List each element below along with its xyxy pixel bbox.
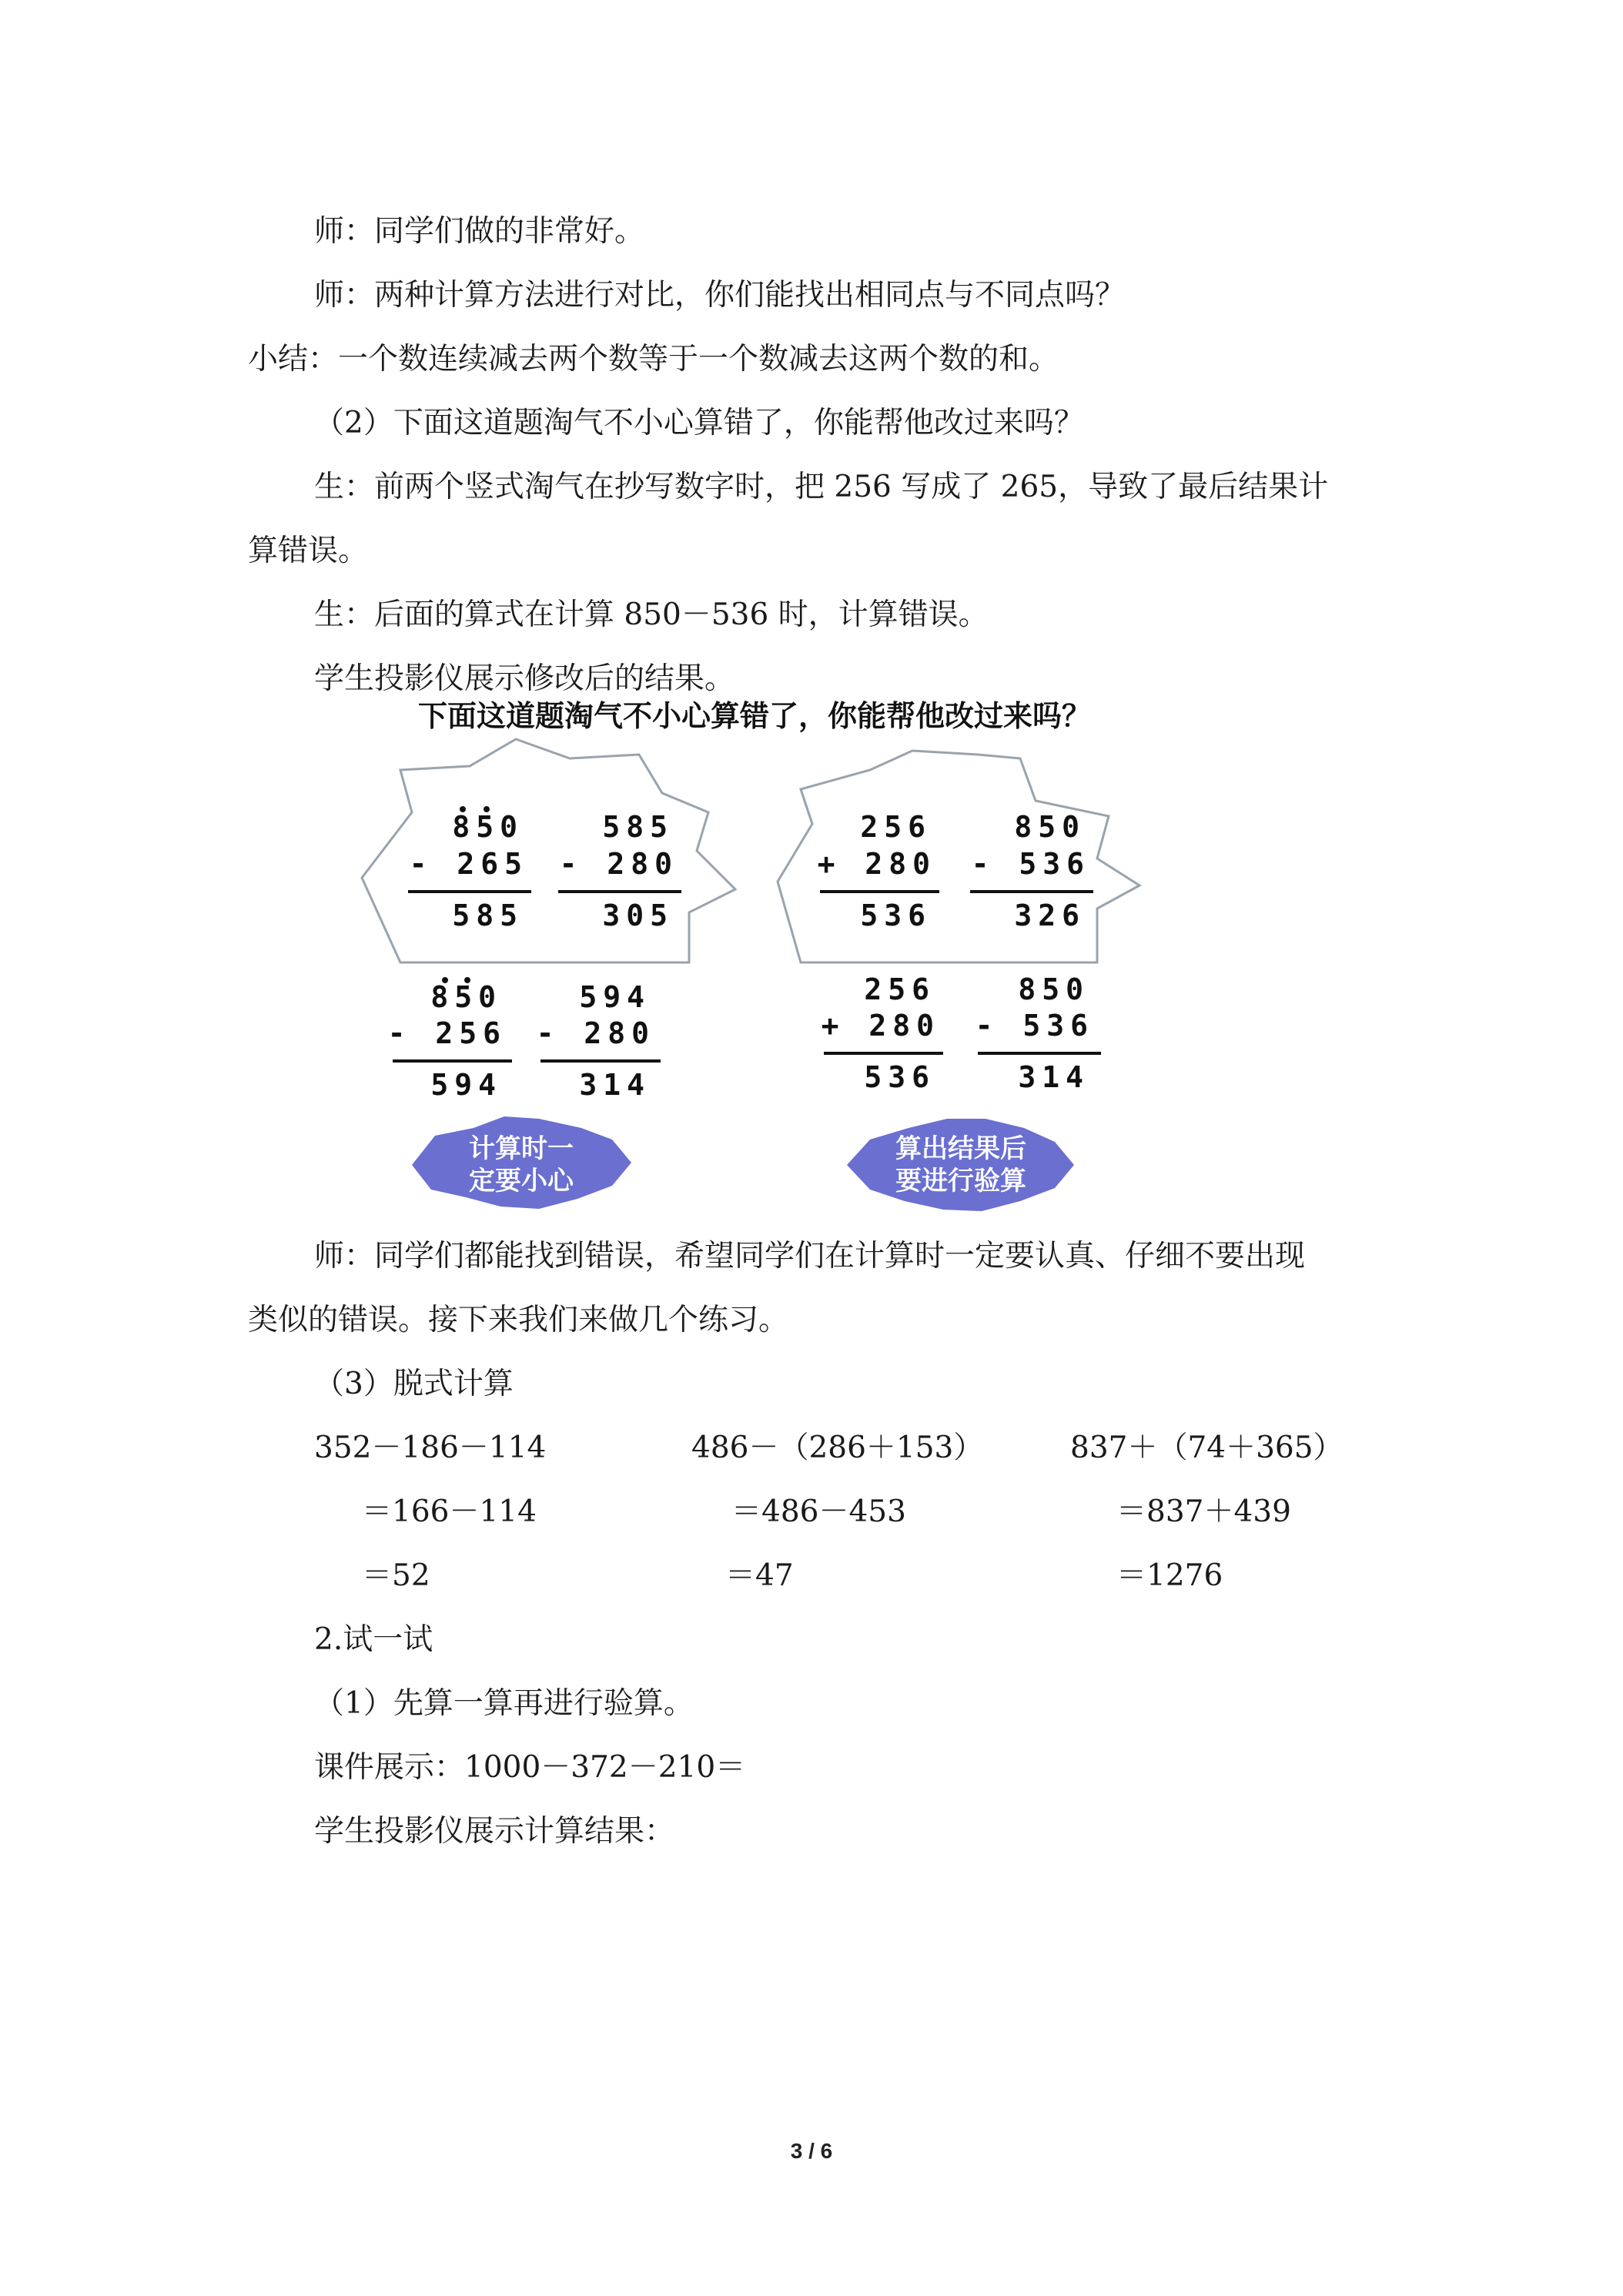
svg-text:305: 305	[602, 899, 674, 932]
paragraph: 师：两种计算方法进行对比，你们能找出相同点与不同点吗？	[314, 278, 1126, 313]
svg-text:850: 850	[430, 980, 502, 1014]
calc-col3-step2: ＝837＋439	[1116, 1494, 1291, 1529]
section-heading: （3）脱式计算	[314, 1367, 514, 1401]
figure-title: 下面这道题淘气不小心算错了，你能帮他改过来吗？	[417, 699, 1092, 733]
svg-text:585: 585	[452, 899, 524, 932]
correction-figure	[339, 697, 1170, 1220]
vertical-calc	[975, 972, 1101, 1094]
svg-text:850: 850	[1014, 810, 1086, 844]
svg-text:- 265: - 265	[409, 847, 528, 881]
paragraph: 生：前两个竖式淘气在抄写数字时，把 256 写成了 265，导致了最后结果计	[314, 470, 1329, 504]
svg-text:- 536: - 536	[971, 847, 1090, 881]
svg-text:- 536: - 536	[975, 1009, 1094, 1043]
page-number: 3 / 6	[790, 2139, 833, 2163]
badge-right-shape	[847, 1119, 1074, 1211]
calc-col1-step3: ＝52	[362, 1558, 430, 1593]
svg-text:850: 850	[1018, 972, 1089, 1006]
svg-text:585: 585	[602, 810, 674, 844]
vertical-calc	[388, 977, 512, 1102]
svg-text:256: 256	[864, 972, 935, 1006]
badge-left-line1: 计算时一	[469, 1133, 574, 1164]
calc-col2-step2: ＝486－453	[731, 1494, 906, 1529]
paragraph: 师：同学们做的非常好。	[314, 214, 645, 249]
calc-col2-step3: ＝47	[725, 1558, 794, 1593]
paragraph: 课件展示：1000－372－210＝	[314, 1750, 746, 1785]
calc-col1-step2: ＝166－114	[362, 1494, 537, 1529]
svg-text:594: 594	[430, 1068, 502, 1102]
svg-text:- 280: - 280	[559, 847, 678, 881]
calc-col2-step1: 486－（286＋153）	[691, 1431, 984, 1465]
summary-paragraph: 小结：一个数连续减去两个数等于一个数减去这两个数的和。	[248, 342, 1059, 377]
badge-right-line1: 算出结果后	[895, 1133, 1026, 1164]
svg-text:536: 536	[860, 899, 932, 932]
vertical-calc	[822, 972, 943, 1094]
paragraph: 学生投影仪展示修改后的结果。	[314, 661, 735, 696]
paragraph: 学生投影仪展示计算结果：	[314, 1814, 675, 1849]
svg-text:326: 326	[1014, 899, 1086, 932]
svg-text:- 256: - 256	[387, 1016, 507, 1050]
svg-text:- 280: - 280	[536, 1016, 655, 1050]
section-heading: 2.试一试	[314, 1622, 433, 1657]
calc-col3-step3: ＝1276	[1116, 1558, 1223, 1593]
svg-text:+ 280: + 280	[817, 847, 936, 881]
question-paragraph: （2）下面这道题淘气不小心算错了，你能帮他改过来吗？	[314, 406, 1084, 440]
svg-text:850: 850	[452, 810, 524, 844]
svg-text:256: 256	[860, 810, 932, 844]
paragraph: 算错误。	[248, 534, 369, 568]
calc-col3-step1: 837＋（74＋365）	[1070, 1431, 1344, 1465]
svg-text:536: 536	[864, 1060, 935, 1094]
paragraph: 类似的错误。接下来我们来做几个练习。	[248, 1303, 789, 1337]
paragraph: （1）先算一算再进行验算。	[314, 1686, 694, 1721]
calc-col1-step1: 352－186－114	[314, 1431, 547, 1465]
svg-text:314: 314	[579, 1068, 651, 1102]
svg-text:314: 314	[1018, 1060, 1089, 1094]
svg-text:+ 280: + 280	[821, 1009, 940, 1043]
svg-text:594: 594	[579, 980, 651, 1014]
vertical-calc	[537, 980, 661, 1102]
paragraph: 生：后面的算式在计算 850－536 时，计算错误。	[314, 597, 989, 632]
badge-right-line2: 要进行验算	[895, 1166, 1026, 1197]
badge-left-line2: 定要小心	[469, 1166, 574, 1197]
paragraph: 师：同学们都能找到错误，希望同学们在计算时一定要认真、仔细不要出现	[314, 1239, 1306, 1274]
